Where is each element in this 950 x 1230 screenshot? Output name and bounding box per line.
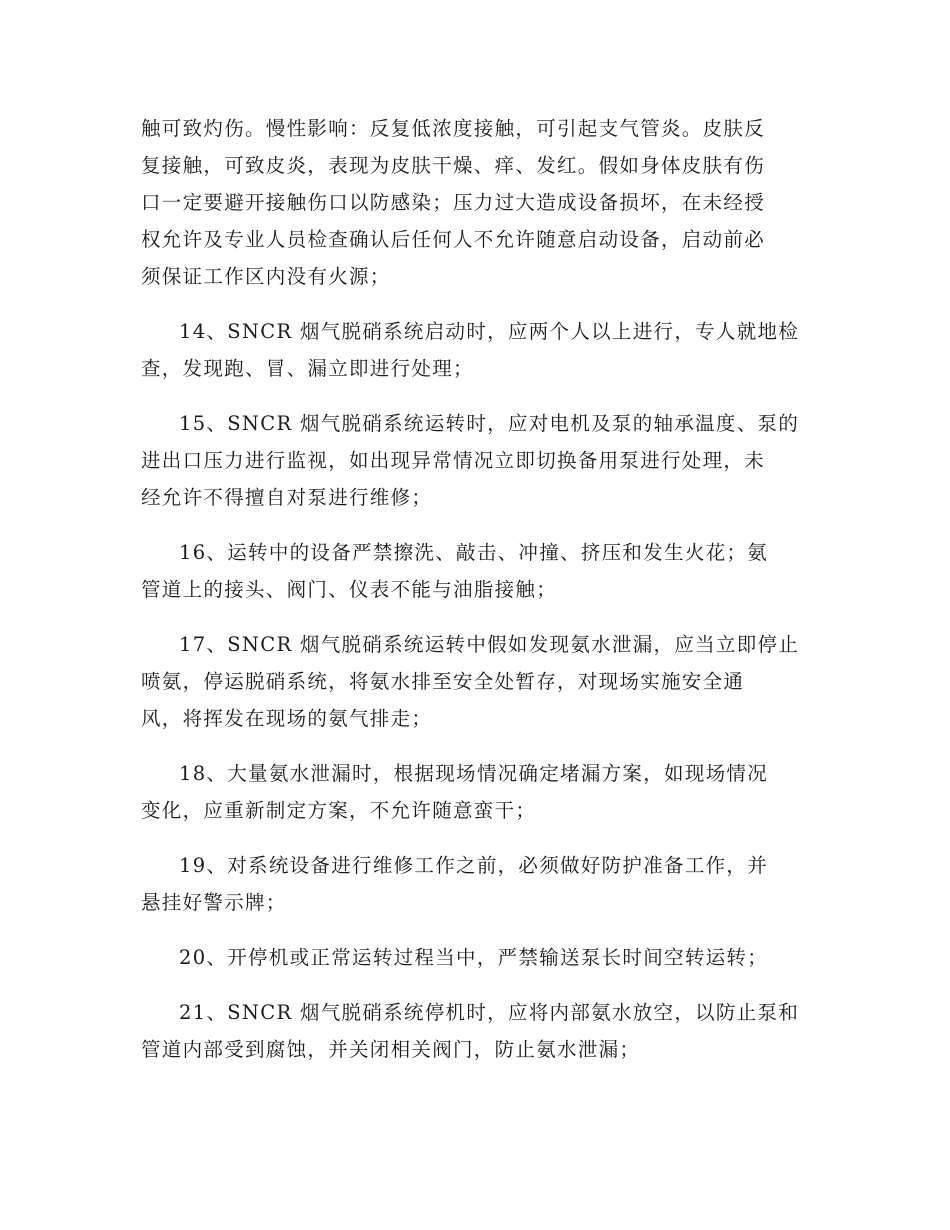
paragraph-item-15	[141, 405, 811, 516]
paragraph-item-14	[141, 313, 811, 387]
text-line: 变化，应重新制定方案，不允许随意蛮干；	[141, 799, 537, 822]
text-line: 进出口压力进行监视，如出现异常情况立即切换备用泵进行处理，未	[141, 449, 766, 472]
paragraph-item-21	[141, 994, 811, 1068]
text-line: 20、开停机或正常运转过程当中，严禁输送泵长时间空转运转；	[179, 946, 769, 969]
text-line: 须保证工作区内没有火源；	[141, 265, 391, 288]
text-line: 复接触，可致皮炎，表现为皮肤干燥、痒、发红。假如身体皮肤有伤	[141, 154, 766, 177]
text-line: 风，将挥发在现场的氨气排走；	[141, 707, 433, 730]
paragraph-item-17	[141, 626, 811, 737]
text-line: 口一定要避开接触伤口以防感染；压力过大造成设备损坏，在未经授	[141, 191, 766, 214]
text-line: 悬挂好警示牌；	[141, 891, 287, 914]
text-line: 管道上的接头、阀门、仪表不能与油脂接触；	[141, 578, 558, 601]
text-line: 14、SNCR 烟气脱硝系统启动时，应两个人以上进行，专人就地检	[179, 320, 800, 343]
text-line: 权允许及专业人员检查确认后任何人不允许随意启动设备，启动前必	[141, 228, 766, 251]
text-line: 15、SNCR 烟气脱硝系统运转时，应对电机及泵的轴承温度、泵的	[179, 412, 800, 435]
text-line: 17、SNCR 烟气脱硝系统运转中假如发现氨水泄漏，应当立即停止	[179, 633, 800, 656]
paragraph-item-20	[141, 939, 811, 976]
text-line: 喷氨，停运脱硝系统，将氨水排至安全处暂存，对现场实施安全通	[141, 670, 745, 693]
text-line: 18、大量氨水泄漏时，根据现场情况确定堵漏方案，如现场情况	[179, 762, 769, 785]
text-line: 管道内部受到腐蚀，并关闭相关阀门，防止氨水泄漏；	[141, 1038, 641, 1061]
text-line: 21、SNCR 烟气脱硝系统停机时，应将内部氨水放空，以防止泵和	[179, 1001, 800, 1024]
paragraph-item-16	[141, 534, 811, 608]
text-line: 19、对系统设备进行维修工作之前，必须做好防护准备工作，并	[179, 854, 769, 877]
text-line: 经允许不得擅自对泵进行维修；	[141, 486, 433, 509]
paragraph-item-18	[141, 755, 811, 829]
paragraph-continuation	[141, 110, 811, 295]
document-body	[141, 110, 811, 1086]
text-line: 16、运转中的设备严禁擦洗、敲击、冲撞、挤压和发生火花；氨	[179, 541, 769, 564]
text-line: 触可致灼伤。慢性影响：反复低浓度接触，可引起支气管炎。皮肤反	[141, 117, 766, 140]
text-line: 查，发现跑、冒、漏立即进行处理；	[141, 357, 474, 380]
paragraph-item-19	[141, 847, 811, 921]
